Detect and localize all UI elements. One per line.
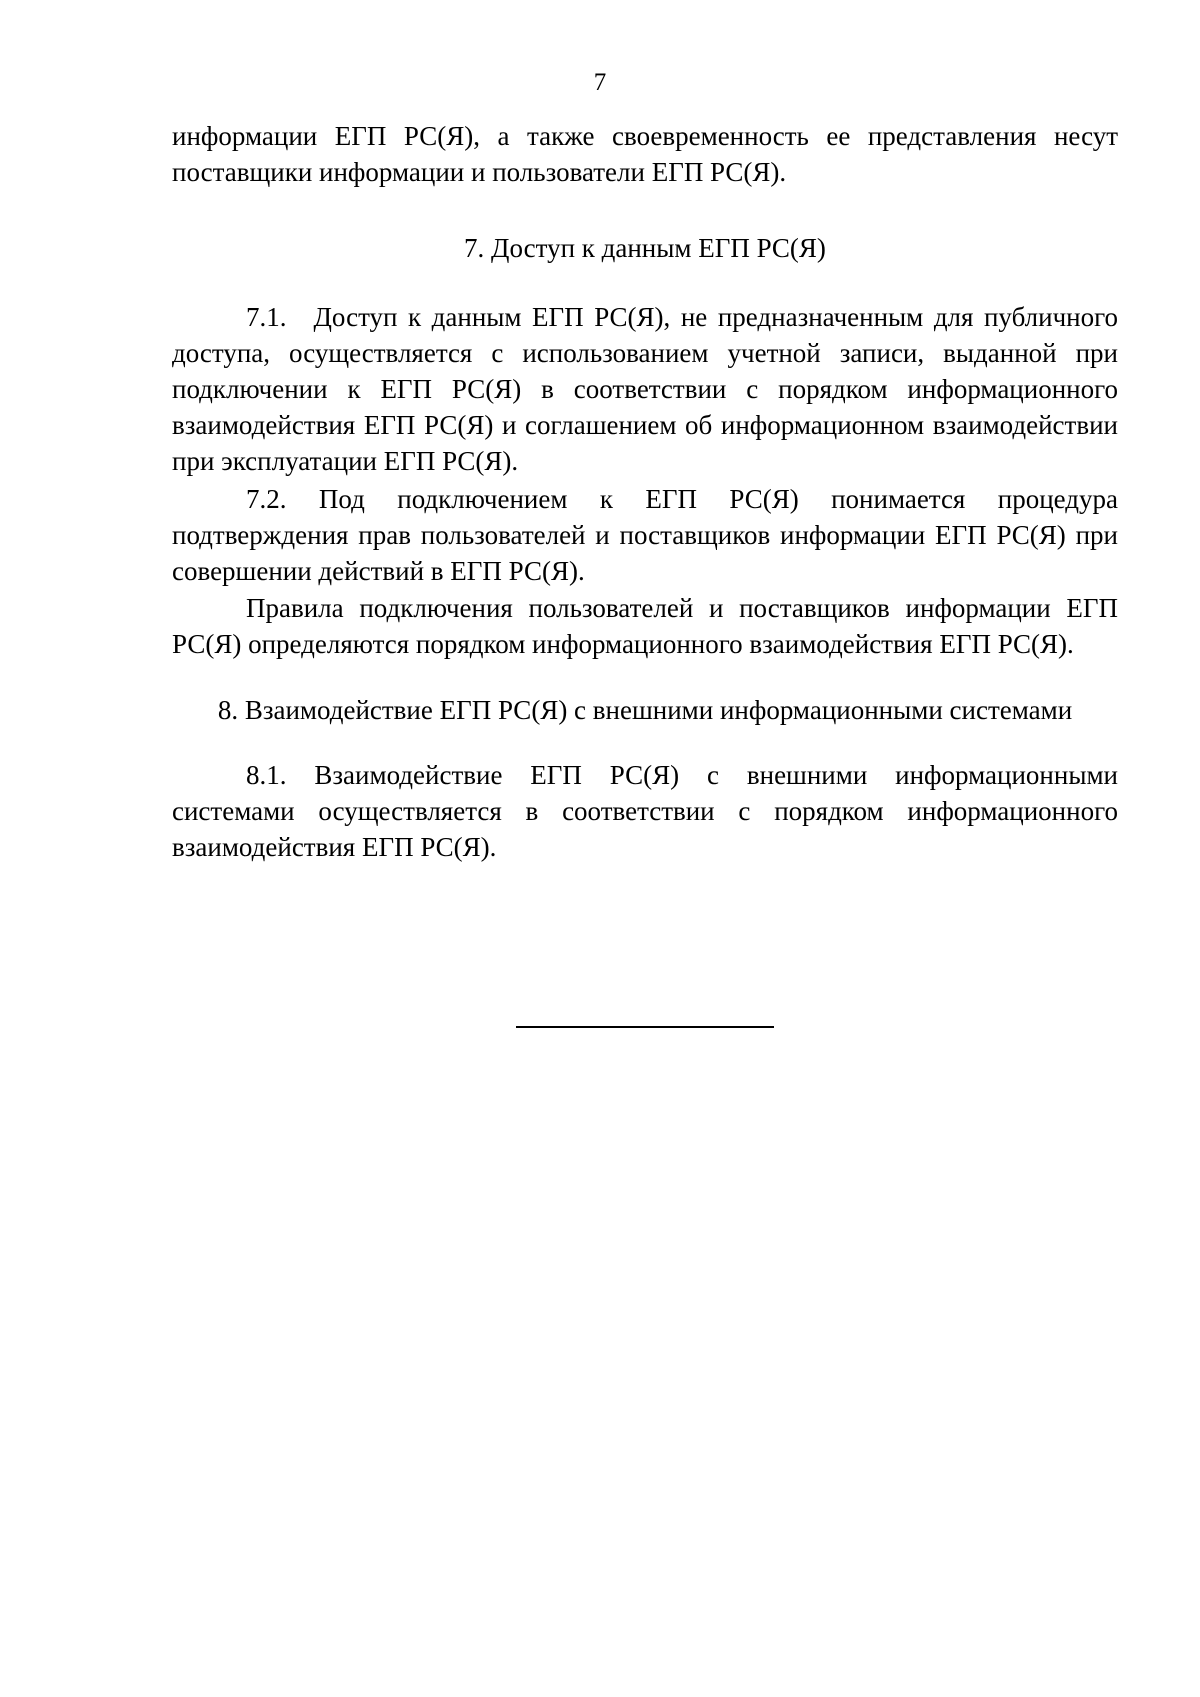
section-8-title: 8. Взаимодействие ЕГП РС(Я) с внешними информационными системами [217, 695, 1073, 725]
paragraph-7-1: 7.1. Доступ к данным ЕГП РС(Я), не предназначенным для публичного доступа, осуществляется с использованием учетной записи, выданной при подключении к ЕГП РС(Я) в соответствии с порядком информационного взаимодействия ЕГП РС(Я) и соглашением об информационном взаимодействии при эксплуатации ЕГП РС(Я). [172, 302, 1118, 476]
paragraph-8-1: 8.1. Взаимодействие ЕГП РС(Я) с внешними информационными системами осуществляется в соответствии с порядком информационного взаимодействия ЕГП РС(Я). [172, 760, 1118, 862]
closing-rule [516, 1026, 774, 1028]
section-7-title: 7. Доступ к данным ЕГП РС(Я) [464, 233, 826, 263]
continuation-paragraph: информации ЕГП РС(Я), а также своевременность ее представления несут поставщики информации и пользователи ЕГП РС(Я). [172, 121, 1118, 187]
paragraph-7-2: 7.2. Под подключением к ЕГП РС(Я) понимается процедура подтверждения прав пользователей и поставщиков информации ЕГП РС(Я) при совершении действий в ЕГП РС(Я). [172, 484, 1118, 586]
page-number: 7 [593, 69, 607, 96]
paragraph-7-2-rules: Правила подключения пользователей и поставщиков информации ЕГП РС(Я) определяются порядком информационного взаимодействия ЕГП РС(Я). [172, 593, 1118, 659]
